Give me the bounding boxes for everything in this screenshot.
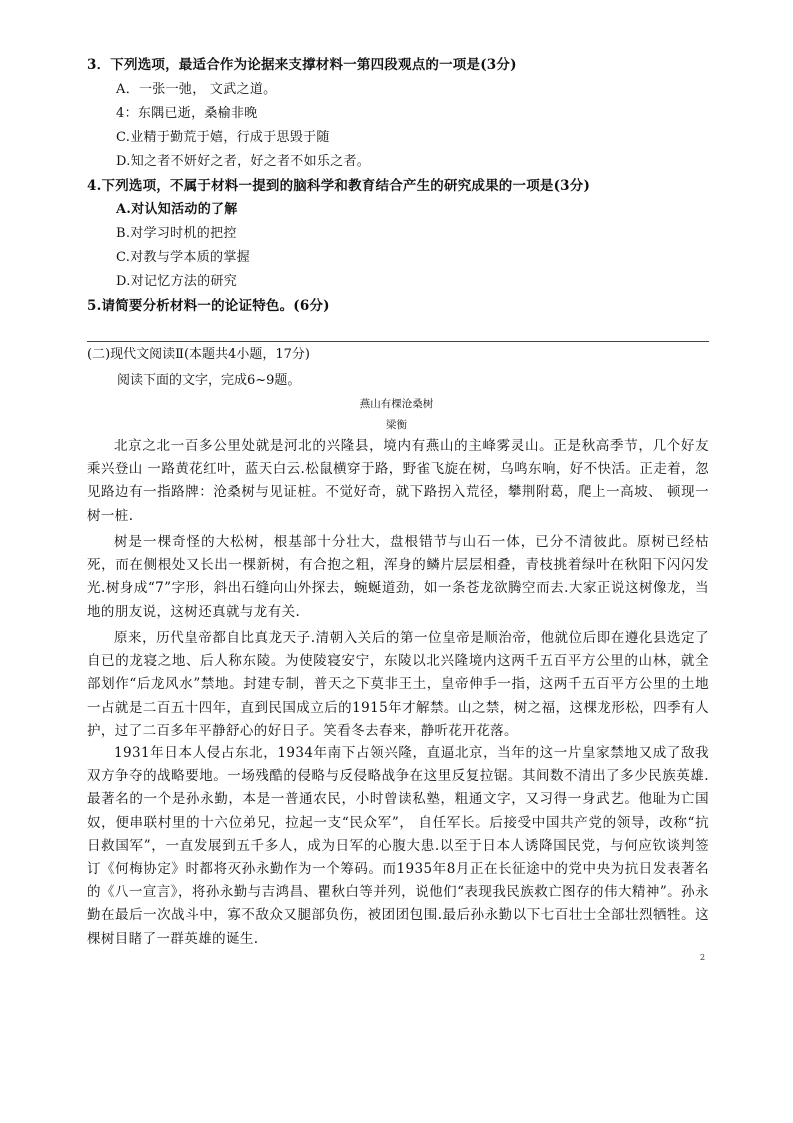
- question-4-option-a: A.对认知活动的了解: [116, 202, 238, 217]
- question-4-option-d: D.对记忆方法的研究: [116, 274, 238, 289]
- article-paragraph-1: 北京之北一百多公里处就是河北的兴隆县，境内有燕山的主峰雾灵山。正是秋高季节，几个好友乘兴登山 一路黄花红叶，蓝天白云.松鼠横穿于路，野雀飞旋在树，乌鸣东响，好不快活。正走着，忽见路边有一指路牌：沧桑树与见证桩。不觉好奇，就下路拐入荒径，攀荆附葛，爬上一高坡、 顿现一树一桩.: [87, 438, 709, 524]
- article-author: 梁衡: [386, 419, 407, 431]
- question-5-stem: 5.请简要分析材料一的论证特色。(6分): [87, 298, 330, 314]
- section-divider: [87, 341, 709, 342]
- section-heading: (二)现代文阅读Ⅱ(本题共4小题，17分): [87, 347, 310, 362]
- question-3-stem: 3．下列选项，最适合作为论据来支撑材料一第四段观点的一项是(3分): [87, 57, 517, 73]
- question-4-option-c: C.对教与学本质的掌握: [116, 250, 250, 265]
- page-number: 2: [700, 953, 706, 962]
- article-paragraph-3: 原来，历代皇帝都自比真龙天子.清朝入关后的第一位皇帝是顺治帝，他就位后即在遵化县选定了自已的龙寝之地、后人称东陵。为使陵寝安宁，东陵以北兴隆境内这两千五百平方公里的山林，就全部划作“后龙风水”禁地。封建专制，普天之下莫非王土，皇帝伸手一指，这两千五百平方公里的土地一占就是二百五十四年，直到民国成立后的1915年才解禁。山之禁，树之福，这棵龙形松，四季有人护，过了二百多年平静舒心的好日子。笑看冬去春来，静听花开花落。: [87, 630, 709, 739]
- question-3-option-a: A．一张一弛， 文武之道。: [116, 82, 277, 97]
- question-4-option-b: B.对学习时机的把控: [116, 226, 237, 241]
- question-3-option-d: D.知之者不妍好之者，好之者不如乐之者。: [116, 154, 371, 169]
- section-instruction: 阅读下面的文字，完成6~9题。: [117, 373, 301, 388]
- question-3-option-b: 4：东隅已逝，桑榆非晚: [116, 106, 258, 121]
- question-3-option-c: C.业精于勤荒于嬉，行成于思毁于随: [116, 130, 330, 145]
- article-paragraph-2: 树是一棵奇怪的大松树，根基部十分壮大，盘根错节与山石一体，已分不清彼此。原树已经枯死，而在侧根处又长出一棵新树，有合抱之粗，浑身的鳞片层层相叠，青枝挑着绿叶在秋阳下闪闪发光.树身成“7”字形，斜出石缝向山外探去，蜿蜒道劲，如一条苍龙欲腾空而去.大家正说这树像龙，当地的朋友说，这树还真就与龙有关.: [87, 534, 709, 620]
- article-title: 燕山有棵沧桑树: [359, 398, 434, 410]
- article-paragraph-4: 1931年日本人侵占东北，1934年南下占领兴隆，直逼北京，当年的这一片皇家禁地又成了敌我双方争夺的战略要地。一场残酷的侵略与反侵略战争在这里反复拉锯。其间数不清出了多少民族英雄.最著名的一个是孙永勤，本是一普通农民，小时曾读私塾，粗通文字，又习得一身武艺。他耻为亡国奴，便串联村里的十六位弟兄，拉起一支“民众军”， 自任军长。后接受中国共产党的领导，改称“抗日救国军”，一直发展到五千多人，成为日军的心腹大患.以至于日本人诱降国民党，与何应钦谈判签订《何梅协定》时都将灭孙永勤作为一个筹码。而1935年8月正在长征途中的党中央为抗日发表著名的《八一宣言》，将孙永勤与吉鸿昌、瞿秋白等并列，说他们“表现我民族救亡图存的伟大精神”。孙永勤在最后一次战斗中，寡不敌众又腿部负伤，被团团包围.最后孙永勤以下七百壮士全部壮烈牺牲。这棵树目睹了一群英雄的诞生.: [87, 745, 709, 947]
- question-4-stem: 4.下列选项，不属于材料一提到的脑科学和教育结合产生的研究成果的一项是(3分): [87, 178, 591, 194]
